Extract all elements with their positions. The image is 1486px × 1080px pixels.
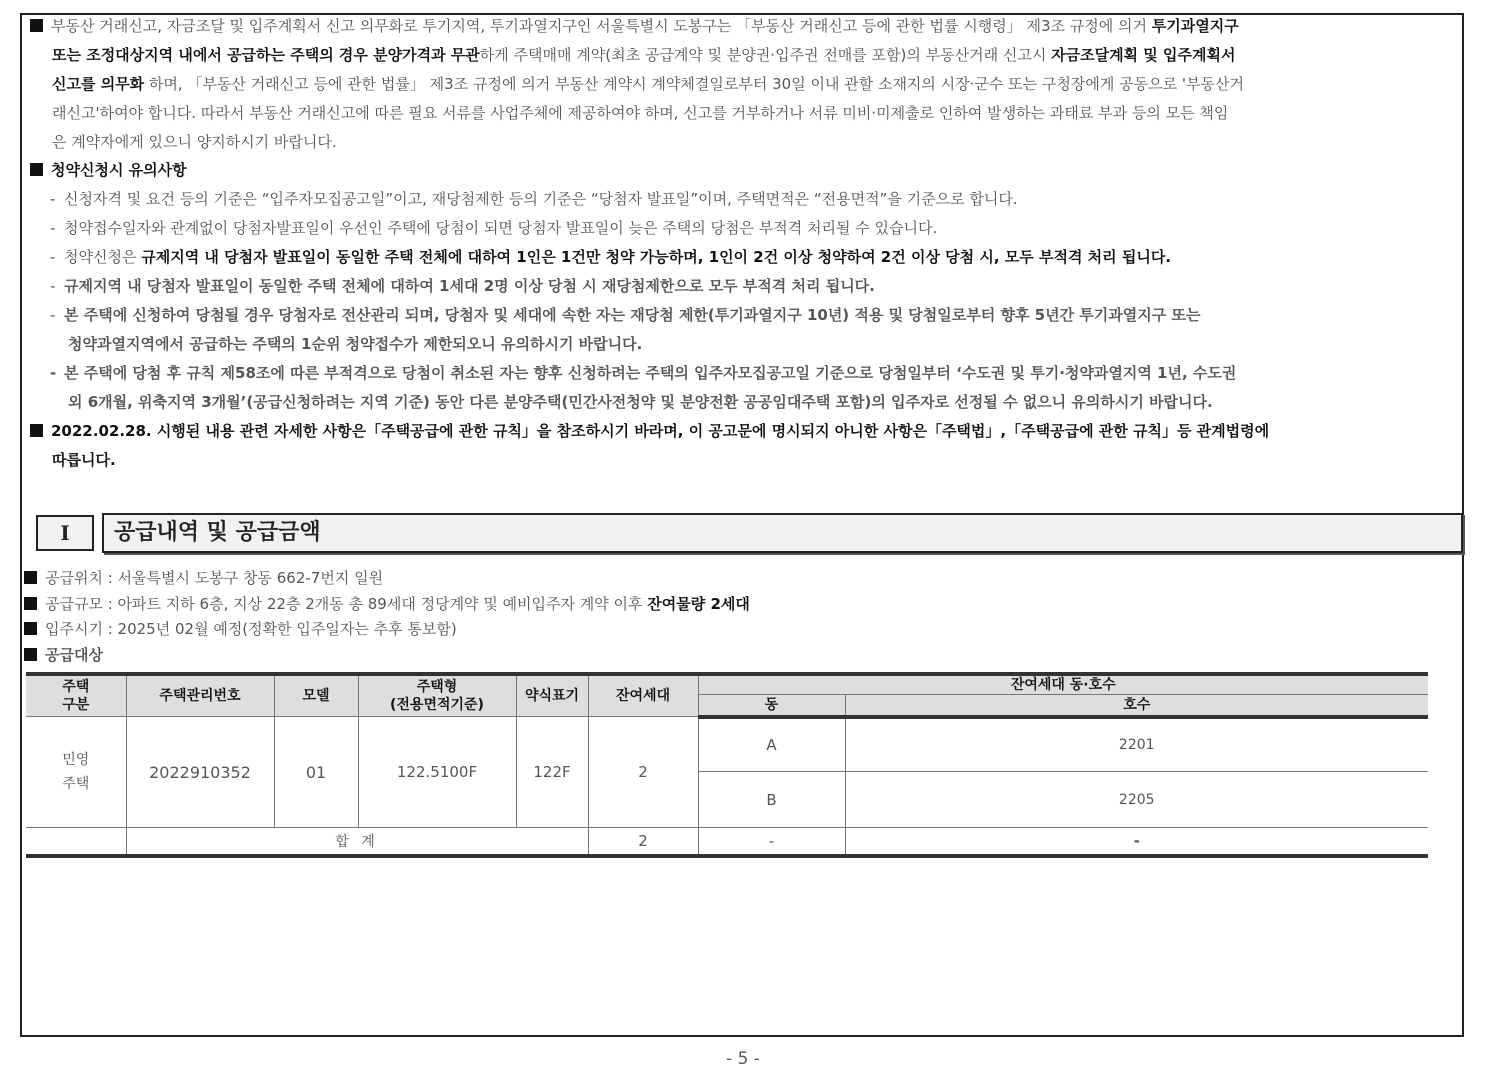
dash-item-3: - 청약신청은 규제지역 내 당첨자 발표일이 동일한 주택 전체에 대하여 1인은 1건만 청약 가능하며, 1인이 2건 이상 청약하여 2건 이상 당첨 시, 모두 부적격 처리 됩니다.	[50, 248, 1172, 266]
dash-bold: 규제지역 내 당첨자 발표일이 동일한 주택 전체에 대하여 1세대 2명 이상 당첨 시 재당첨제한으로 모두 부적격 처리 됩니다.	[64, 277, 875, 295]
subsection-title-text: 청약신청시 유의사항	[51, 161, 187, 179]
notice-text: 하게 주택매매 계약(최초 공급계약 및 분양권·입주권 전매를 포함)의 부동산거래 신고시	[479, 46, 1052, 64]
cell-dong: B	[698, 772, 845, 828]
cell-total-label: 합 계	[126, 828, 588, 857]
dash-text: 청약접수일자와 관계없이 당첨자발표일이 우선인 주택에 당첨이 되면 당첨자 발표일이 늦은 주택의 당첨은 부적격 처리될 수 있습니다.	[64, 219, 938, 237]
dash-item-5: - 본 주택에 신청하여 당첨될 경우 당첨자로 전산관리 되며, 당첨자 및 세대에 속한 자는 재당첨 제한(투기과열지구 10년) 적용 및 당첨일로부터 향후 5년간 투기과열지구 또는	[50, 306, 1201, 324]
info-text: 공급위치 : 서울특별시 도봉구 창동 662-7번지 일원	[45, 569, 384, 587]
info-scale	[24, 592, 750, 616]
th-house-type	[26, 674, 126, 717]
header-text: 구분	[62, 697, 90, 713]
square-bullet-icon	[24, 571, 37, 584]
cell-total-ho: -	[845, 828, 1428, 857]
cell-model: 01	[274, 717, 358, 828]
th-remain: 잔여세대	[588, 674, 698, 717]
info-text: 공급대상	[45, 646, 103, 664]
notice-bold: 신고를 의무화	[52, 75, 145, 93]
table-row	[26, 717, 1428, 772]
info-bold: 잔여물량 2세대	[647, 595, 750, 613]
cell-abbr: 122F	[516, 717, 588, 828]
square-bullet-icon	[24, 648, 37, 661]
cell-ho: 2201	[845, 717, 1428, 772]
notice-para-3	[30, 417, 1269, 446]
square-bullet-icon	[30, 424, 43, 437]
th-remain-units: 잔여세대 동·호수	[698, 674, 1428, 695]
th-mgmt-no: 주택관리번호	[126, 674, 274, 717]
notice-bold: 투기과열지구	[1151, 17, 1239, 35]
section-title: 공급내역 및 공급금액	[102, 513, 1463, 553]
info-movein	[24, 617, 457, 641]
th-abbr: 약식표기	[516, 674, 588, 717]
info-location	[24, 566, 383, 590]
dash-item-1: - 신청자격 및 요건 등의 기준은 “입주자모집공고일”이고, 재당첨제한 등의 기준은 “당첨자 발표일”이며, 주택면적은 “전용면적”을 기준으로 합니다.	[50, 190, 1018, 208]
cell-text: 주택	[62, 776, 90, 792]
notice-bold: 2022.02.28. 시행된 내용 관련 자세한 사항은「주택공급에 관한 규칙」을 참조하시기 바라며, 이 공고문에 명시되지 아니한 사항은「주택법」,「주택공급에 관한 규칙」등 관계법령에	[51, 422, 1270, 440]
th-ho: 호수	[845, 695, 1428, 717]
notice-bold: 따릅니다.	[52, 451, 116, 469]
notice-para-1	[30, 12, 1460, 157]
dash-text: 청약신청은	[64, 248, 142, 266]
notice-bold: 또는 조정대상지역 내에서 공급하는 주택의 경우 분양가격과 무관	[52, 46, 480, 64]
page-number: - 5 -	[726, 1049, 760, 1069]
square-bullet-icon	[30, 163, 43, 176]
dash-bold: 외 6개월, 위축지역 3개월’(공급신청하려는 지역 기준) 동안 다른 분양주택(민간사전청약 및 분양전환 공공임대주택 포함)의 입주자로 선정될 수 없으니 유의하시기 바랍니다.	[68, 393, 1213, 411]
info-text: 공급규모 : 아파트 지하 6층, 지상 22층 2개동 총 89세대 정당계약 및 예비입주자 계약 이후	[45, 595, 648, 613]
square-bullet-icon	[24, 597, 37, 610]
dash-bold: 규제지역 내 당첨자 발표일이 동일한 주택 전체에 대하여 1인은 1건만 청약 가능하며, 1인이 2건 이상 청약하여 2건 이상 당첨 시, 모두 부적격 처리 됩니다.	[141, 248, 1172, 266]
cell-type: 122.5100F	[358, 717, 516, 828]
th-dong: 동	[698, 695, 845, 717]
cell-total-remain: 2	[588, 828, 698, 857]
supply-table	[26, 672, 1428, 858]
cell-remain: 2	[588, 717, 698, 828]
cell-total-blank	[26, 828, 126, 857]
th-type	[358, 674, 516, 717]
table-total-row	[26, 828, 1428, 857]
th-model: 모델	[274, 674, 358, 717]
square-bullet-icon	[30, 19, 43, 32]
header-text: 주택형	[416, 679, 458, 695]
notice-line	[30, 12, 1460, 41]
notice-line: 래신고'하여야 합니다. 따라서 부동산 거래신고에 따른 필요 서류를 사업주체에 제공하여야 하며, 신고를 거부하거나 서류 미비·미제출로 인하여 발생하는 과태료 부과 등의 모든 책임	[52, 104, 1229, 122]
section-number: I	[36, 515, 94, 551]
cell-ho: 2205	[845, 772, 1428, 828]
notice-bold: 자금조달계획 및 입주계획서	[1051, 46, 1236, 64]
notice-line: 은 계약자에게 있으니 양지하시기 바랍니다.	[52, 133, 337, 151]
notice-text: 하며, 「부동산 거래신고 등에 관한 법률」 제3조 규정에 의거 부동산 계약시 계약체결일로부터 30일 이내 관할 소재지의 시장·군수 또는 구청장에게 공동으로 '부동산거	[144, 75, 1244, 93]
dash-bold: 본 주택에 신청하여 당첨될 경우 당첨자로 전산관리 되며, 당첨자 및 세대에 속한 자는 재당첨 제한(투기과열지구 10년) 적용 및 당첨일로부터 향후 5년간 투기과열지구 또는	[64, 306, 1201, 324]
dash-item-6: - 본 주택에 당첨 후 규칙 제58조에 따른 부적격으로 당첨이 취소된 자는 향후 신청하려는 주택의 입주자모집공고일 기준으로 당첨일부터 ‘수도권 및 투기·청약과열지역 1년, 수도권	[50, 364, 1237, 382]
notice-text: 부동산 거래신고, 자금조달 및 입주계획서 신고 의무화로 투기지역, 투기과열지구인 서울특별시 도봉구는 「부동산 거래신고 등에 관한 법률 시행령」 제3조 규정에 의거	[51, 17, 1152, 35]
cell-dong: A	[698, 717, 845, 772]
header-text: 주택	[62, 679, 90, 695]
dash-bold: 본 주택에 당첨 후 규칙 제58조에 따른 부적격으로 당첨이 취소된 자는 향후 신청하려는 주택의 입주자모집공고일 기준으로 당첨일부터 ‘수도권 및 투기·청약과열지역 1년, 수도권	[64, 364, 1237, 382]
square-bullet-icon	[24, 622, 37, 635]
dash-item-2: - 청약접수일자와 관계없이 당첨자발표일이 우선인 주택에 당첨이 되면 당첨자 발표일이 늦은 주택의 당첨은 부적격 처리될 수 있습니다.	[50, 219, 938, 237]
dash-text: 신청자격 및 요건 등의 기준은 “입주자모집공고일”이고, 재당첨제한 등의 기준은 “당첨자 발표일”이며, 주택면적은 “전용면적”을 기준으로 합니다.	[64, 190, 1018, 208]
info-target	[24, 643, 103, 667]
notice-line	[30, 41, 1460, 70]
cell-text: 민영	[62, 752, 90, 768]
info-text: 입주시기 : 2025년 02월 예정(정확한 입주일자는 추후 통보함)	[45, 620, 457, 638]
table-header-row	[26, 674, 1428, 695]
cell-house-type	[26, 717, 126, 828]
cell-mgmt-no[interactable]: 2022910352	[126, 717, 274, 828]
dash-bold: 청약과열지역에서 공급하는 주택의 1순위 청약접수가 제한되오니 유의하시기 바랍니다.	[68, 335, 643, 353]
dash-item-4: - 규제지역 내 당첨자 발표일이 동일한 주택 전체에 대하여 1세대 2명 이상 당첨 시 재당첨제한으로 모두 부적격 처리 됩니다.	[50, 277, 875, 295]
cell-total-dong: -	[698, 828, 845, 857]
notice-line	[30, 70, 1460, 99]
subsection-title	[30, 156, 187, 185]
header-text: (전용면적기준)	[390, 697, 484, 713]
